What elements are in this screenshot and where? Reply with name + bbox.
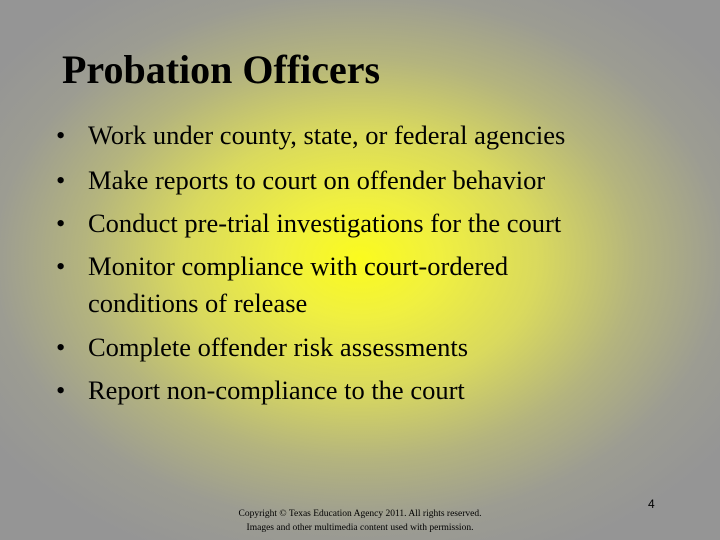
bullet-text [88, 373, 678, 410]
bullet-line: Work under county, state, or federal agencies [88, 120, 566, 150]
bullet-dot: • [56, 332, 66, 362]
bullet-line: Make reports to court on offender behavior [88, 165, 546, 195]
bullet-line: conditions of release [88, 288, 308, 318]
bullet-dot: • [56, 120, 66, 150]
bullet-dot: • [56, 208, 66, 238]
copyright-notice [200, 507, 520, 535]
copyright-line: Copyright © Texas Education Agency 2011. All rights reserved. [238, 509, 482, 519]
bullet-line: Conduct pre-trial investigations for the court [88, 208, 562, 238]
page-number: 4 [648, 497, 655, 511]
bullet-line: Complete offender risk assessments [88, 332, 469, 362]
copyright-line: Images and other multimedia content used with permission. [246, 523, 474, 533]
bullet-text [88, 330, 678, 367]
bullet-line: Report non-compliance to the court [88, 375, 465, 405]
bullet-dot: • [56, 375, 66, 405]
bullet-line: Monitor compliance with court-ordered [88, 251, 509, 281]
bullet-dot: • [56, 165, 66, 195]
bullet-text [88, 206, 678, 243]
bullet-dot: • [56, 251, 66, 281]
bullet-text [88, 163, 678, 200]
slide-title: Probation Officers [62, 47, 381, 92]
bullet-text [88, 118, 678, 155]
bullet-text [88, 249, 678, 323]
